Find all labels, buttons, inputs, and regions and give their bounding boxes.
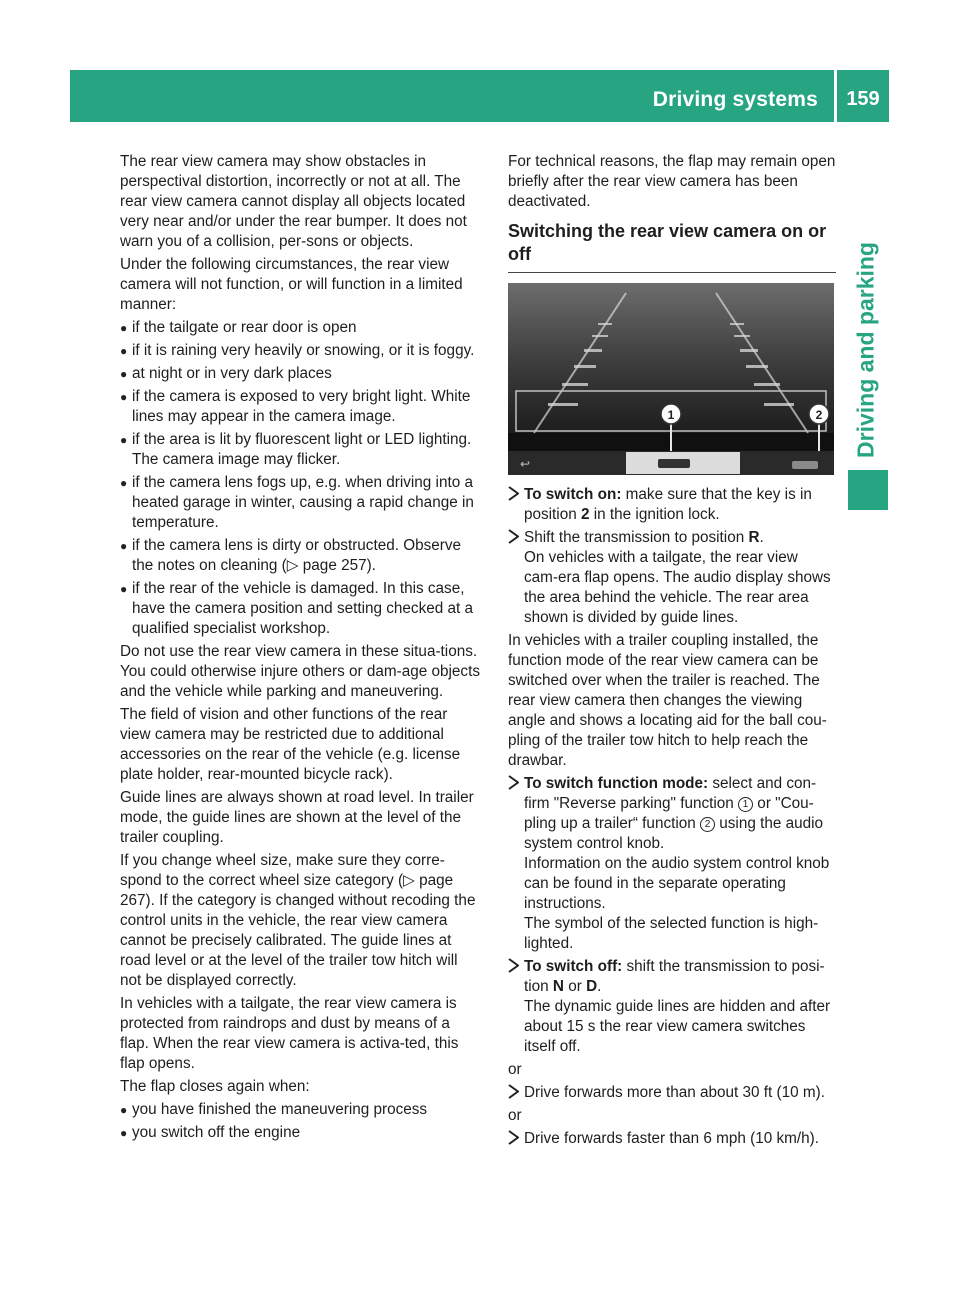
- paragraph: The rear view camera may show obstacles in perspectival distortion, incorrectly or not at all. The rear view camera cannot display all objects located very near and/or under the rear bumper. It does not warn you of a collision, per-sons or objects.: [120, 153, 467, 250]
- list-item: ● if the area is lit by fluorescent light or LED lighting. The camera image may flicker.: [120, 431, 472, 468]
- list-item: ● if the tailgate or rear door is open: [120, 319, 357, 336]
- callout-2-label: 2: [815, 408, 823, 422]
- callout-1-label: 1: [667, 408, 675, 422]
- list-item: ● if the camera lens is dirty or obstructed. Observe the notes on cleaning (▷ page 257).: [120, 537, 462, 574]
- step-note: The symbol of the selected function is high-lighted.: [524, 915, 819, 952]
- paragraph: Do not use the rear view camera in these situa-tions. You could otherwise injure others or dam-age objects and the vehicle while parking and maneuvering.: [120, 643, 480, 700]
- step-arrow-icon: [508, 1130, 519, 1145]
- section-title: Driving systems: [652, 88, 818, 111]
- heading-rule: [508, 272, 836, 273]
- paragraph: In vehicles with a trailer coupling installed, the function mode of the rear view camera can be switched over when the trailer is reached. The rear view camera then changes the viewing angle and shows a locating aid for the ball cou-pling of the trailer tow hitch to help reach the drawbar.: [508, 632, 827, 769]
- step-arrow-icon: [508, 486, 519, 501]
- chapter-tab: [846, 240, 886, 460]
- bullet-icon: ●: [120, 476, 128, 490]
- step-note: Information on the audio system control knob can be found in the separate operating instructions.: [524, 855, 830, 912]
- left-column: [120, 152, 482, 1146]
- callout-1-icon: 1: [738, 797, 753, 812]
- list-item: ● if the camera lens fogs up, e.g. when driving into a heated garage in winter, causing a rapid change in temperature.: [120, 474, 474, 531]
- right-column: [508, 152, 836, 1152]
- instruction-step: Shift the transmission to position R. On vehicles with a tailgate, the rear view cam-era flap opens. The audio display shows the area behind the vehicle. The rear area shown is divided by guide lines.: [508, 528, 836, 628]
- instruction-step: To switch off: shift the transmission to posi-tion N or D. The dynamic guide lines are hidden and after about 15 s the rear view camera switches itself off.: [508, 957, 836, 1057]
- callout-2-icon: 2: [700, 817, 715, 832]
- rear-camera-display-image: [508, 283, 834, 475]
- step-note: The dynamic guide lines are hidden and after about 15 s the rear view camera switches itself off.: [524, 998, 831, 1055]
- step-arrow-icon: [508, 529, 519, 544]
- header-bar: [70, 70, 834, 122]
- paragraph: If you change wheel size, make sure they corre-spond to the correct wheel size category (▷ page 267). If the category is changed without recoding the control units in the vehicle, the rear view camera cannot be precisely calibrated. The guide lines at road level or at the level of the trailer tow hitch will not be displayed correctly.: [120, 852, 476, 989]
- paragraph: For technical reasons, the flap may remain open briefly after the rear view camera has been deactivated.: [508, 153, 836, 210]
- paragraph: Under the following circumstances, the rear view camera will not function, or will function in a limited manner:: [120, 256, 463, 313]
- page-number-box: [837, 70, 889, 122]
- page-number: 159: [846, 88, 880, 110]
- bullet-icon: ●: [120, 433, 128, 447]
- list-item: ● you have finished the maneuvering process: [120, 1101, 428, 1118]
- svg-text:↩: ↩: [520, 457, 531, 471]
- step-arrow-icon: [508, 775, 519, 790]
- paragraph: In vehicles with a tailgate, the rear view camera is protected from raindrops and dust by means of a flap. When the rear view camera is activa-ted, this flap opens.: [120, 995, 459, 1072]
- bullet-icon: ●: [120, 344, 128, 358]
- bullet-icon: ●: [120, 367, 128, 381]
- chapter-marker: [848, 470, 888, 510]
- chapter-tab-label: Driving and parking: [852, 242, 879, 458]
- bullet-icon: ●: [120, 1126, 128, 1140]
- bullet-icon: ●: [120, 321, 128, 335]
- list-item: ● if the rear of the vehicle is damaged. In this case, have the camera position and setting checked at a qualified specialist workshop.: [120, 580, 473, 637]
- section-heading: Switching the rear view camera on or off: [508, 221, 827, 264]
- instruction-step: Drive forwards faster than 6 mph (10 km/h).: [508, 1129, 836, 1149]
- bullet-icon: ●: [120, 582, 128, 596]
- step-note: On vehicles with a tailgate, the rear view cam-era flap opens. The audio display shows the area behind the vehicle. The rear area shown is divided by guide lines.: [524, 549, 831, 626]
- instruction-step: To switch function mode: select and con-firm "Reverse parking" function 1 or "Cou-pling up a trailer“ function 2 using the audio system control knob. Information on the audio system control knob can be found in the separate operating instructions. The symbol of the selected function is high-lighted.: [508, 774, 836, 954]
- instruction-step: To switch on: make sure that the key is in position 2 in the ignition lock.: [508, 485, 836, 525]
- list-item: ● at night or in very dark places: [120, 365, 332, 382]
- bullet-icon: ●: [120, 1103, 128, 1117]
- list-item: ● if the camera is exposed to very bright light. White lines may appear in the camera image.: [120, 388, 471, 425]
- bullet-icon: ●: [120, 390, 128, 404]
- instruction-step: Drive forwards more than about 30 ft (10 m).: [508, 1083, 836, 1103]
- list-item: ● you switch off the engine: [120, 1124, 301, 1141]
- step-arrow-icon: [508, 958, 519, 973]
- paragraph: The field of vision and other functions of the rear view camera may be restricted due to additional accessories on the rear of the vehicle (e.g. license plate holder, rear-mounted bicycle rack).: [120, 706, 461, 783]
- or-text: or: [508, 1107, 522, 1124]
- or-text: or: [508, 1061, 522, 1078]
- step-arrow-icon: [508, 1084, 519, 1099]
- bullet-icon: ●: [120, 539, 128, 553]
- paragraph: Guide lines are always shown at road level. In trailer mode, the guide lines are shown at the level of the trailer coupling.: [120, 789, 474, 846]
- paragraph: The flap closes again when:: [120, 1078, 310, 1095]
- list-item: ● if it is raining very heavily or snowing, or it is foggy.: [120, 342, 475, 359]
